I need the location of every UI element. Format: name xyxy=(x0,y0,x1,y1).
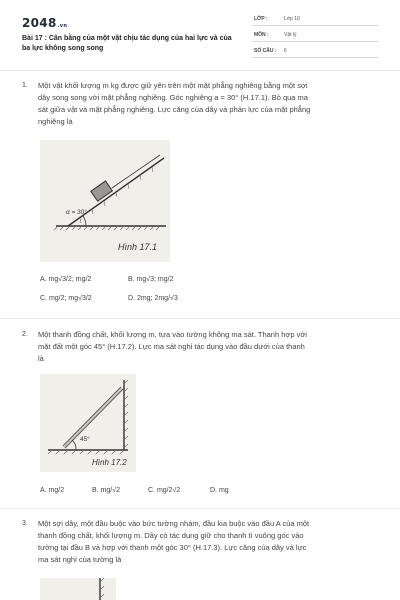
meta-label: SỐ CÂU : xyxy=(254,48,277,54)
figure-17-1 xyxy=(40,140,170,262)
meta-value: 6 xyxy=(284,48,287,54)
meta-value: Lớp 10 xyxy=(284,16,300,22)
meta-question-count xyxy=(252,45,378,58)
question-divider xyxy=(0,508,400,509)
site-logo[interactable]: 2048.vn xyxy=(22,16,68,30)
option-c[interactable]: C. mg/2; mg√3/2 xyxy=(40,295,92,302)
meta-label: LỚP : xyxy=(254,16,268,22)
meta-subject xyxy=(252,29,378,42)
question-line: Một thanh đồng chất, khối lượng m, tựa vào tường không ma sát. Thanh hợp với xyxy=(38,330,307,339)
figure-17-3 xyxy=(40,578,116,600)
angle-label: α = 30° xyxy=(66,209,87,216)
block xyxy=(91,181,113,201)
question-line: tường tại đầu B và hợp với thanh một góc 30° (H.17.3). Lực căng của dây và lực xyxy=(38,543,307,552)
angle-arc xyxy=(72,440,76,450)
question-line: thanh đồng chất, khối lượng m. Dây có tác dụng giữ cho thanh tì vuông góc vào xyxy=(38,531,304,540)
meta-value: Vật lý xyxy=(284,32,297,38)
question-line: mặt đất một góc 45° (H.17.2). Lực ma sát nghỉ tác dụng vào đầu dưới của thanh xyxy=(38,342,305,351)
option-b[interactable]: B. mg√3; mg/2 xyxy=(128,276,174,283)
question-line: Một sợi dây, một đầu buộc vào bức tường nhám, đầu kia buộc vào đầu A của một xyxy=(38,519,310,528)
lesson-title: Bài 17 : Cân bằng của một vật chịu tác dụng của hai lực và của ba lực không song song xyxy=(22,35,232,52)
figure-caption: Hình 17.2 xyxy=(92,458,127,467)
figure-caption: Hình 17.1 xyxy=(118,242,158,252)
angle-arc xyxy=(83,216,86,226)
question-line: sát giữa vật và mặt phẳng nghiêng. Lực căng của dây và phản lực của mặt phẳng xyxy=(38,105,311,114)
figure-17-2 xyxy=(40,374,136,472)
meta-label: MÔN : xyxy=(254,32,269,38)
question-2-text xyxy=(38,329,383,365)
meta-class xyxy=(252,13,378,26)
question-line: nghiêng là xyxy=(38,117,73,126)
question-2-number: 2. xyxy=(22,331,28,338)
question-line: ma sát nghỉ của tường là xyxy=(38,555,122,564)
incline-hatch xyxy=(80,167,153,223)
wall-rod-diagram xyxy=(40,578,116,600)
question-1-number: 1. xyxy=(22,82,28,89)
question-line: Một vật khối lượng m kg được giữ yên trên một mặt phẳng nghiêng bằng một sợi xyxy=(38,81,308,90)
question-divider xyxy=(0,318,400,319)
option-a[interactable]: A. mg√3/2; mg/2 xyxy=(40,276,92,283)
logo-suffix: .vn xyxy=(57,23,68,29)
question-3-text xyxy=(38,518,383,566)
question-line: dây song song với mặt phẳng nghiêng. Góc nghiêng a = 30° (H.17.1). Bỏ qua ma xyxy=(38,93,308,102)
question-3-number: 3. xyxy=(22,520,28,527)
header-divider xyxy=(0,70,400,71)
header xyxy=(0,0,400,62)
option-d[interactable]: D. 2mg; 2mg/√3 xyxy=(128,295,178,302)
option-a[interactable]: A. mg/2 xyxy=(40,487,65,494)
question-line: là xyxy=(38,354,44,363)
option-b[interactable]: B. mg/√2 xyxy=(92,487,120,494)
rod-inner xyxy=(64,388,122,447)
option-c[interactable]: C. mg/2√2 xyxy=(148,487,181,494)
question-1-text xyxy=(38,80,383,128)
angle-label: 45° xyxy=(80,436,90,443)
option-d[interactable]: D. mg xyxy=(210,487,229,494)
